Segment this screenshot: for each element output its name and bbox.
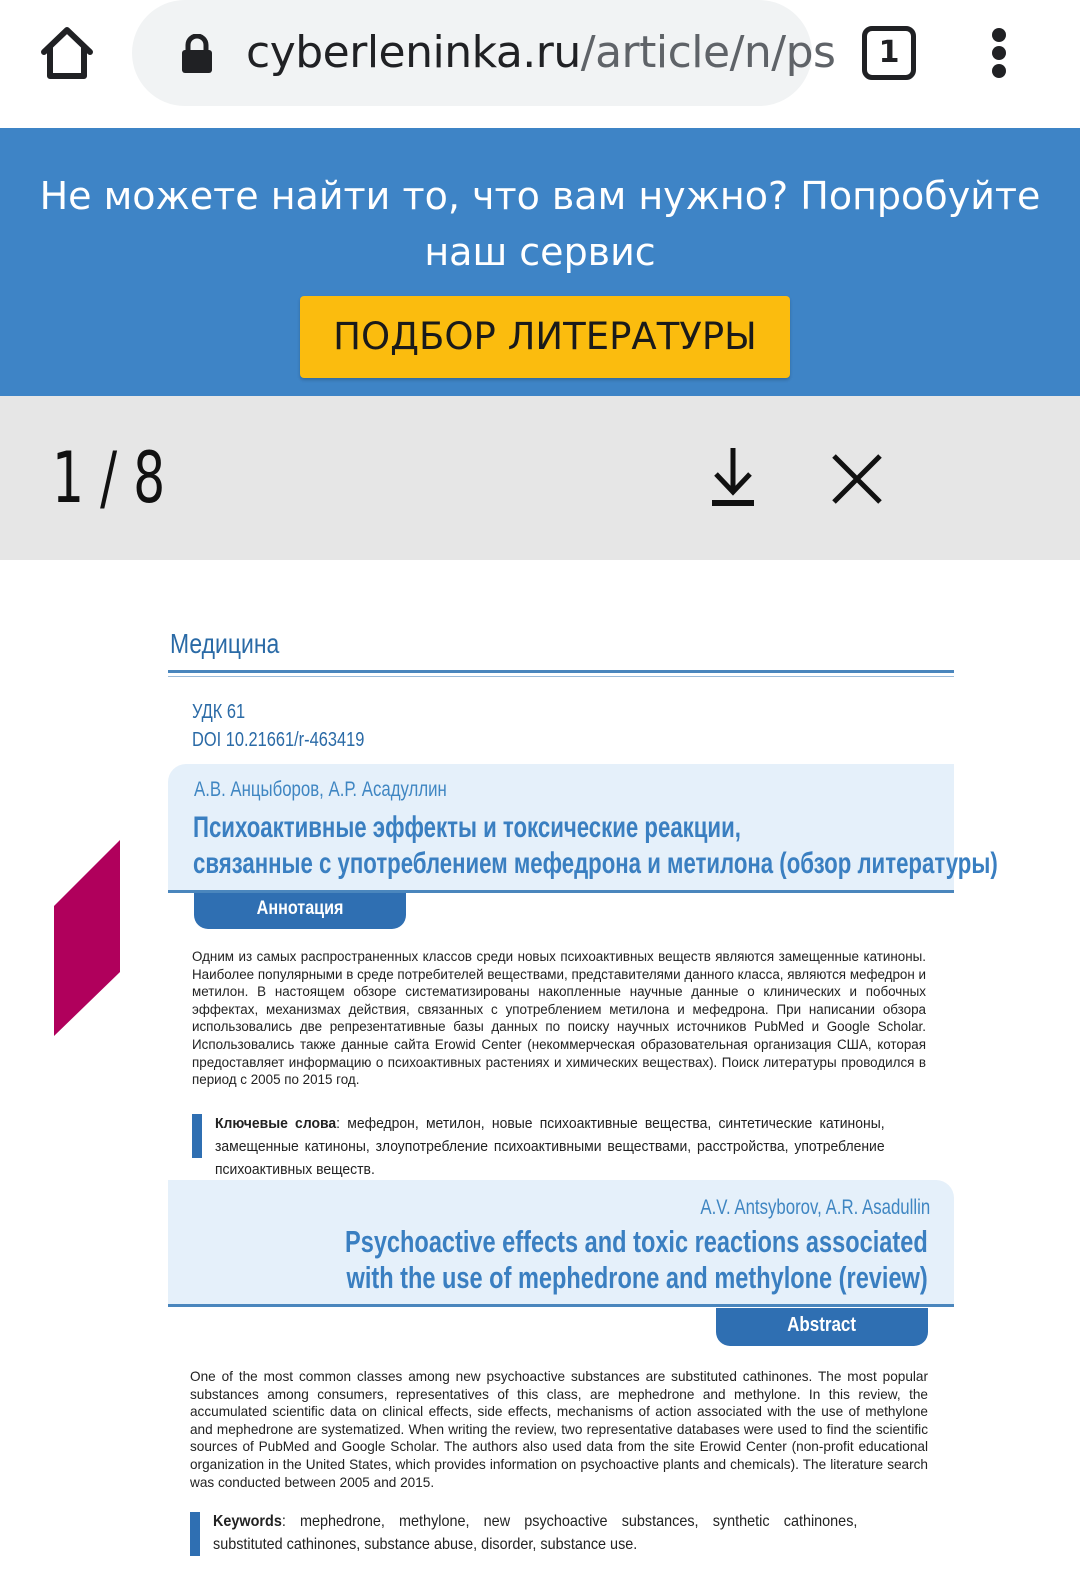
- en-title-line2: with the use of mephedrone and methylone (review): [346, 1260, 928, 1295]
- keywords-marker: [192, 1114, 202, 1158]
- ru-authors: А.В. Анцыборов, А.Р. Асадуллин: [194, 778, 447, 801]
- overflow-menu-icon[interactable]: [980, 26, 1020, 80]
- divider-thin: [168, 676, 954, 677]
- ru-abstract-text: Одним из самых распространенных классов среди новых психоактивных веществ являются замещенные катиноны. Наиболее популярными в среде потребителей веществами, представителями данного класса, являются мефедрон и метилон. В настоящем обзоре систематизированы накопленные научные данные о клинических и побочных эффектах, механизмах действия, связанных с употреблением метилона и мефедрона. При написании обзора использовались две репрезентативные базы данных по поиску научных источников PubMed и Google Scholar. Использовались также данные сайта Erowid Center (некоммерческая образовательная организация США, которая предоставляет информацию о психоактивных растениях и химических веществах). Поиск литературы проводился в период с 2005 по 2015 год.: [192, 949, 926, 1088]
- ru-keywords: [215, 1112, 885, 1181]
- page-counter: 1 / 8: [52, 437, 166, 519]
- url-domain: cyberleninka.ru: [246, 27, 581, 78]
- decorative-shape: [54, 840, 120, 1036]
- home-icon[interactable]: [36, 22, 98, 84]
- tab-count: 1: [878, 35, 900, 70]
- close-icon[interactable]: [830, 452, 884, 506]
- ru-title-line2: связанные с употреблением мефедрона и метилона (обзор литературы): [193, 847, 998, 880]
- browser-toolbar: [0, 0, 1080, 128]
- ru-title-line1: Психоактивные эффекты и токсические реакции,: [193, 811, 741, 844]
- section-title: Медицина: [170, 628, 280, 659]
- udk-doi: [192, 698, 364, 754]
- en-keywords: [213, 1510, 857, 1556]
- address-bar[interactable]: [132, 0, 836, 106]
- ru-keywords-text: : мефедрон, метилон, новые психоактивные вещества, синтетические катиноны, замещенные катиноны, злоупотребление психоактивными веществами, расстройства, употребление психоактивных веществ.: [215, 1115, 885, 1178]
- ru-abstract-label: Аннотация: [256, 898, 344, 919]
- ru-abstract-tab: [194, 893, 406, 929]
- ru-keywords-label: Ключевые слова: [215, 1115, 337, 1132]
- ru-article-title: [193, 810, 998, 882]
- url-text[interactable]: [246, 24, 835, 82]
- en-article-title: [345, 1224, 928, 1296]
- keywords-marker: [190, 1512, 200, 1556]
- promo-banner: [0, 128, 1080, 396]
- en-keywords-text: : mephedrone, methylone, new psychoactive substances, synthetic cathinones, substituted cathinones, substance abuse, disorder, substance use.: [213, 1513, 858, 1553]
- en-abstract-text: One of the most common classes among new psychoactive substances are substituted cathinones. The most popular substances among consumers, representatives of this class, are mephedrone and methylone. In this review, the accumulated scientific data on clinical effects, side effects, mechanisms of action associated with the use of methylone and mephedrone are systematized. When writing the review, two representative databases were used to find the scientific sources of PubMed and Google Scholar. The authors also used data from the site Erowid Center (non-profit educational organization in the United States, which provides information on psychoactive plants and chemicals). The literature search was conducted between 2005 and 2015.: [190, 1369, 928, 1490]
- en-abstract-label: Abstract: [787, 1314, 857, 1336]
- udk-code: УДК 61: [192, 701, 246, 723]
- doi-code: DOI 10.21661/r-463419: [192, 729, 365, 751]
- divider: [168, 670, 954, 673]
- url-path: /article/n/ps: [580, 27, 836, 78]
- en-authors: A.V. Antsyborov, A.R. Asadullin: [700, 1196, 930, 1219]
- divider: [168, 1304, 954, 1307]
- pdf-viewer-toolbar: [0, 396, 1080, 560]
- download-icon[interactable]: [708, 446, 758, 510]
- en-keywords-label: Keywords: [213, 1513, 282, 1530]
- lock-icon: [180, 34, 214, 74]
- tabs-icon[interactable]: [862, 26, 916, 80]
- document-page: [0, 560, 1080, 1576]
- en-abstract-tab: [716, 1308, 928, 1346]
- literature-selection-button[interactable]: ПОДБОР ЛИТЕРАТУРЫ: [300, 296, 790, 378]
- banner-text: Не можете найти то, что вам нужно? Попробуйте наш сервис: [39, 174, 1041, 274]
- en-title-line1: Psychoactive effects and toxic reactions associated: [345, 1224, 928, 1259]
